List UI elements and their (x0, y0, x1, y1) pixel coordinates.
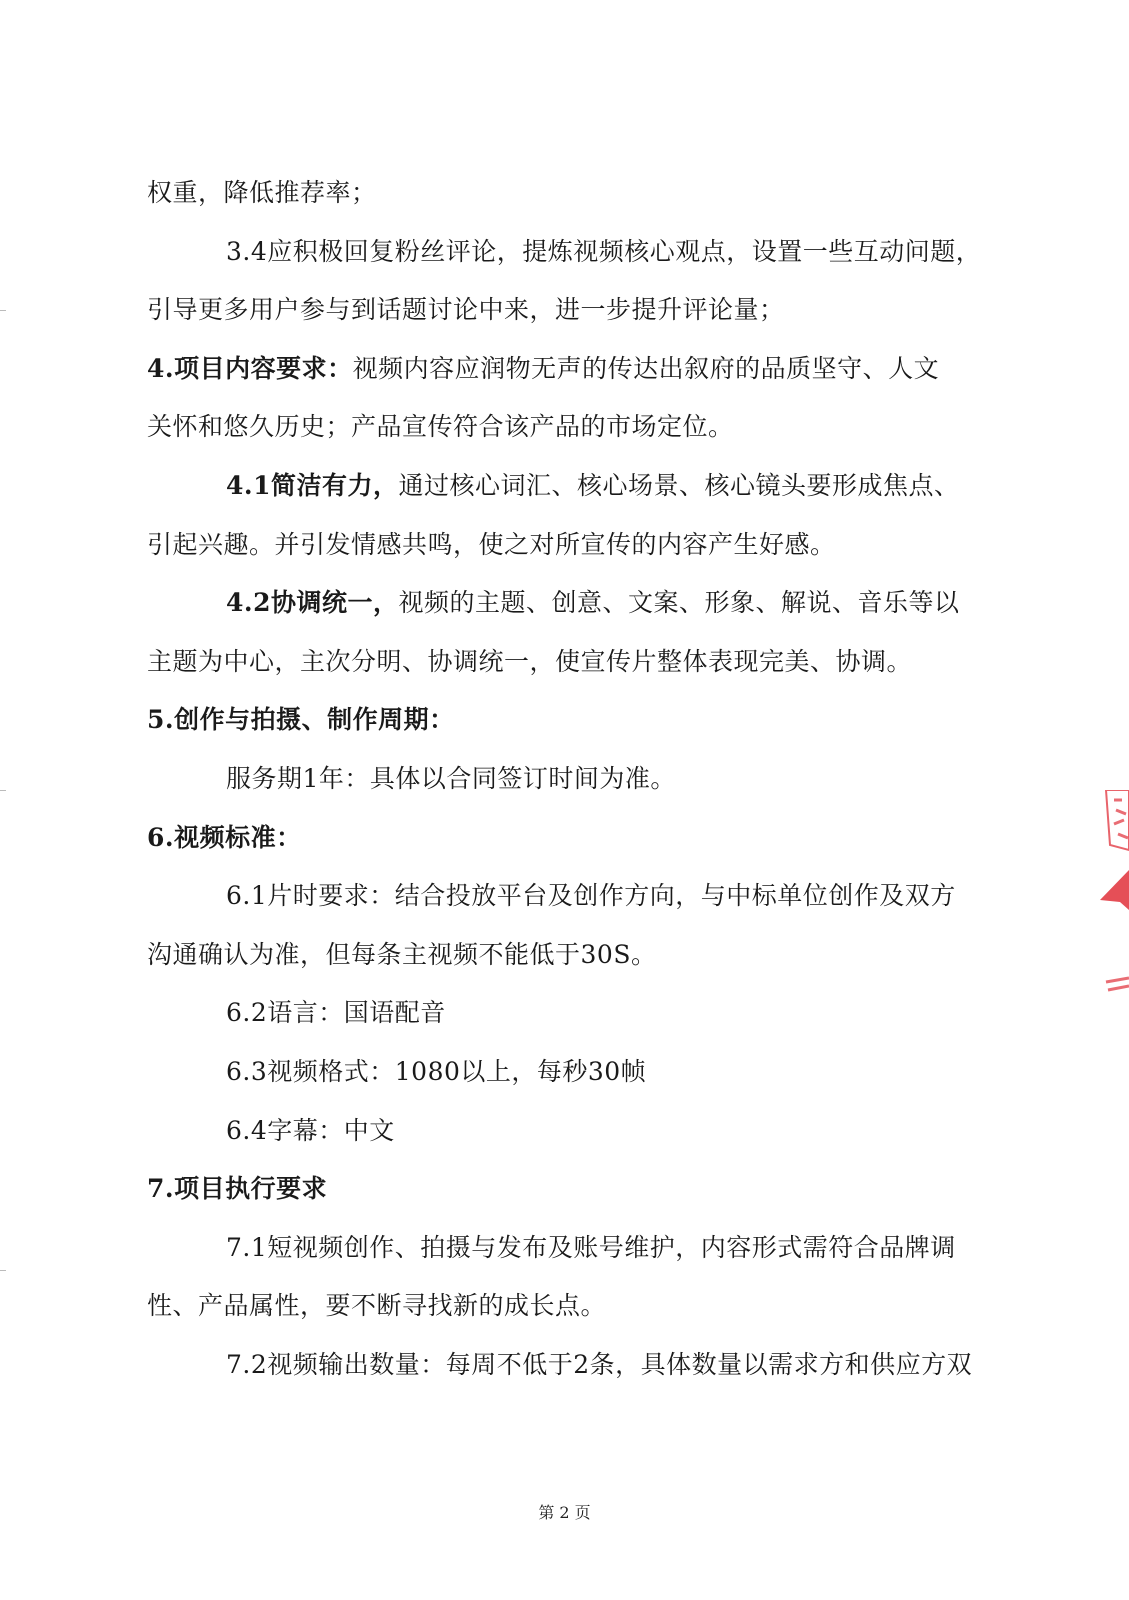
paragraph-line (147, 1289, 987, 1323)
section-heading: 7.项目执行要求 (147, 1174, 328, 1203)
paragraph-text: 视频的主题、创意、文案、形象、解说、音乐等以 (398, 588, 960, 617)
paragraph-line (226, 1055, 1066, 1089)
page-number: 第 2 页 (538, 1503, 591, 1522)
paragraph-text: 6.4字幕：中文 (226, 1116, 395, 1145)
scan-edge-mark (0, 1270, 6, 1271)
paragraph-text: 通过核心词汇、核心场景、核心镜头要形成焦点、 (398, 471, 960, 500)
paragraph-line (226, 1231, 1066, 1265)
scan-edge-mark (0, 310, 6, 311)
paragraph-line (147, 1172, 987, 1206)
paragraph-line (147, 410, 987, 444)
paragraph-line (226, 1348, 1066, 1382)
section-heading: 4.1简洁有力， (226, 471, 399, 500)
paragraph-text: 7.1短视频创作、拍摄与发布及账号维护，内容形式需符合品牌调 (226, 1233, 956, 1262)
paragraph-line (226, 235, 1066, 269)
paragraph-text: 引起兴趣。并引发情感共鸣，使之对所宣传的内容产生好感。 (147, 530, 836, 559)
paragraph-text: 沟通确认为准，但每条主视频不能低于30S。 (147, 940, 657, 969)
paragraph-text: 服务期1年：具体以合同签订时间为准。 (226, 764, 676, 793)
paragraph-line (147, 176, 987, 210)
paragraph-line (147, 528, 987, 562)
paragraph-text: 引导更多用户参与到话题讨论中来，进一步提升评论量； (147, 295, 785, 324)
paragraph-line (226, 1114, 1066, 1148)
section-heading: 6.视频标准： (147, 823, 302, 852)
paragraph-line (147, 293, 987, 327)
section-heading: 4.项目内容要求： (147, 354, 353, 383)
paragraph-text: 6.3视频格式：1080以上，每秒30帧 (226, 1057, 647, 1086)
paragraph-line (226, 469, 1066, 503)
paragraph-line (226, 996, 1066, 1030)
paragraph-line (226, 586, 1066, 620)
paragraph-line (147, 938, 987, 972)
paragraph-line (226, 879, 1066, 913)
paragraph-line (147, 703, 987, 737)
paragraph-text: 6.2语言：国语配音 (226, 998, 446, 1027)
red-seal-stamp-fragment (1100, 790, 1129, 1020)
paragraph-text: 主题为中心，主次分明、协调统一，使宣传片整体表现完美、协调。 (147, 647, 913, 676)
paragraph-text: 性、产品属性，要不断寻找新的成长点。 (147, 1291, 607, 1320)
section-heading: 4.2协调统一， (226, 588, 399, 617)
paragraph-text: 权重，降低推荐率； (147, 178, 377, 207)
paragraph-line (147, 821, 987, 855)
paragraph-line (147, 645, 987, 679)
scan-edge-mark (0, 790, 6, 791)
paragraph-text: 3.4应积极回复粉丝评论，提炼视频核心观点，设置一些互动问题， (226, 237, 982, 266)
paragraph-text: 视频内容应润物无声的传达出叙府的品质坚守、人文 (352, 354, 940, 383)
paragraph-line (147, 352, 987, 386)
paragraph-line (226, 762, 1066, 796)
paragraph-text: 关怀和悠久历史；产品宣传符合该产品的市场定位。 (147, 412, 734, 441)
section-heading: 5.创作与拍摄、制作周期： (147, 705, 455, 734)
paragraph-text: 7.2视频输出数量：每周不低于2条，具体数量以需求方和供应方双 (226, 1350, 973, 1379)
paragraph-text: 6.1片时要求：结合投放平台及创作方向，与中标单位创作及双方 (226, 881, 956, 910)
